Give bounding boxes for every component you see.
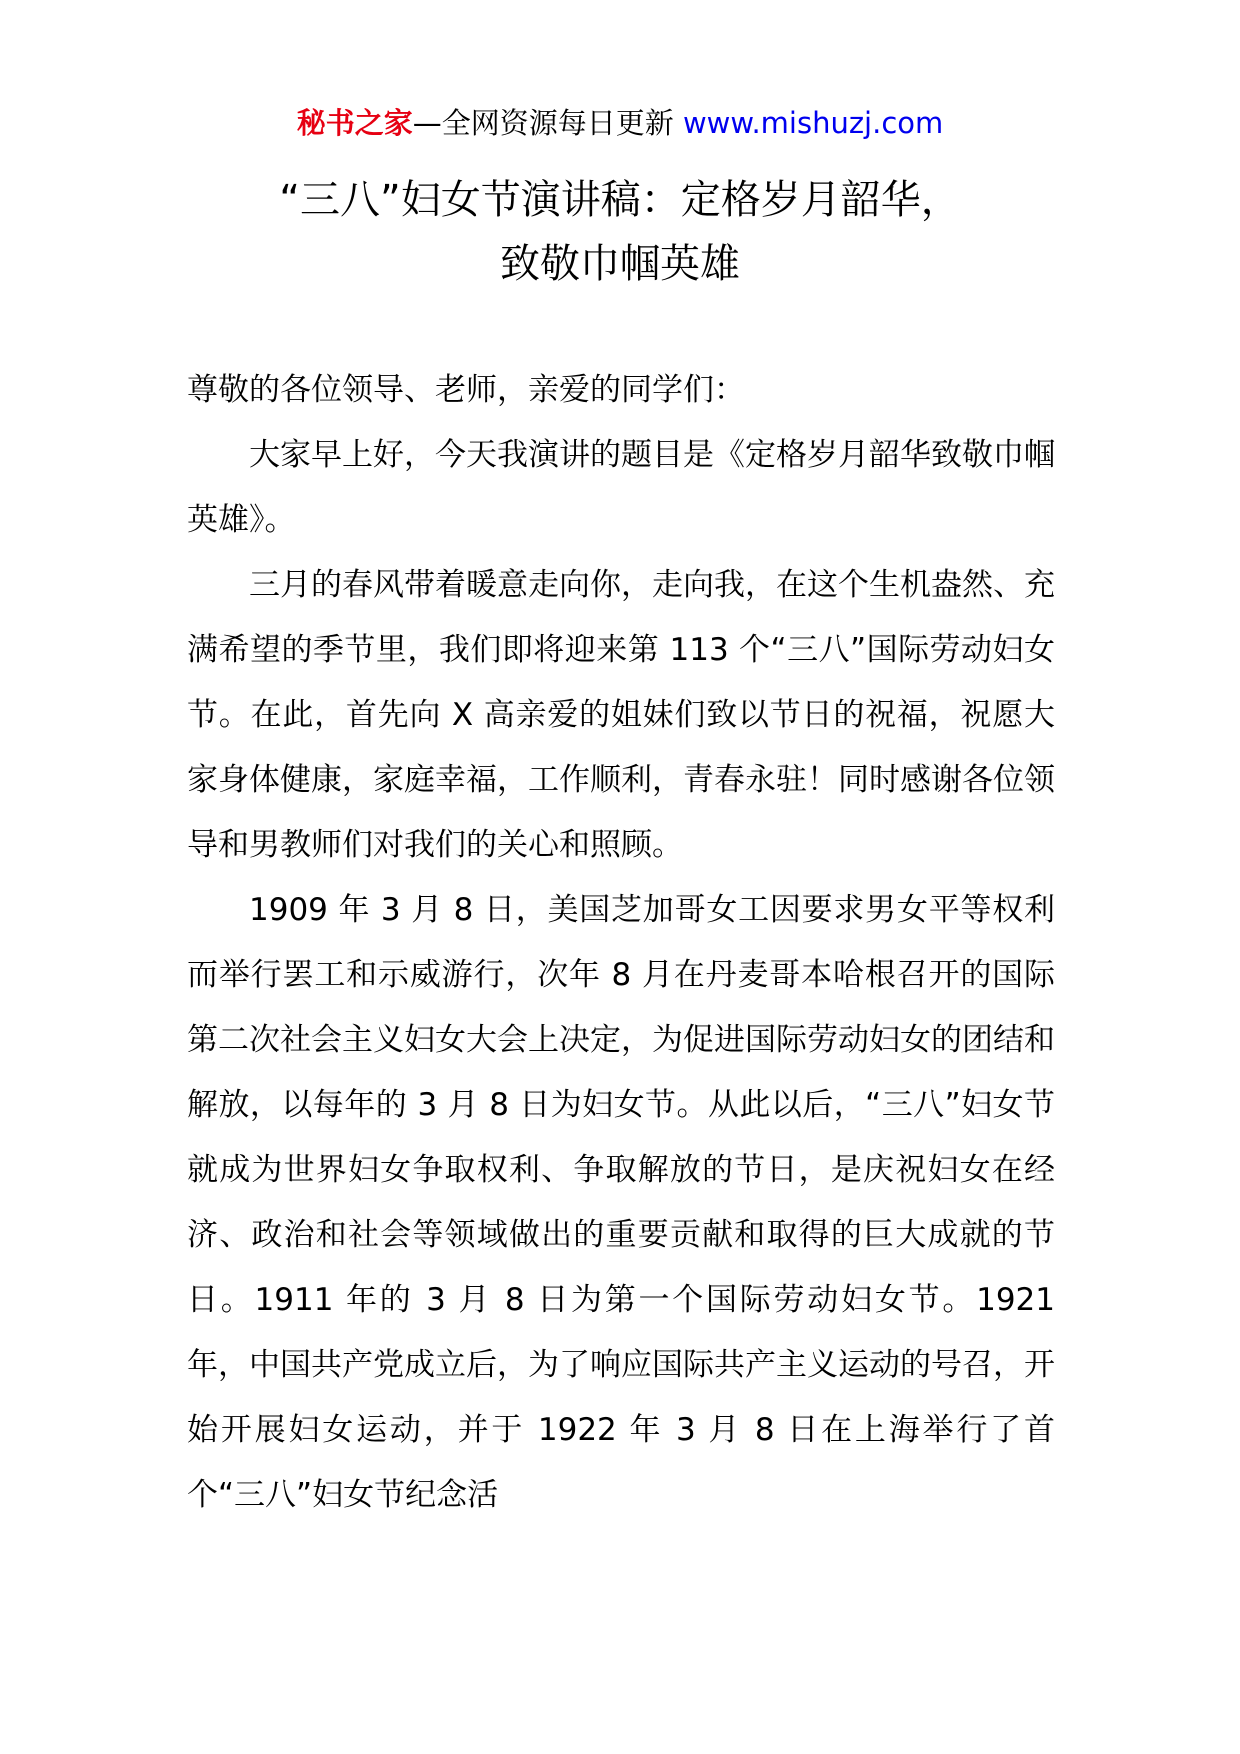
site-brand: 秘书之家	[296, 106, 413, 140]
paragraph-2: 三月的春风带着暖意走向你，走向我，在这个生机盎然、充满希望的季节里，我们即将迎来第 113 个“三八”国际劳动妇女节。在此，首先向 X 高亲爱的姐妹们致以节日的祝福，祝愿大家身体健康，家庭幸福，工作顺利，青春永驻！同时感谢各位领导和男教师们对我们的关心和照顾。	[187, 567, 1055, 863]
document-body	[187, 358, 1055, 1528]
document-title-line-1: “三八”妇女节演讲稿：定格岁月韶华，	[279, 177, 961, 223]
document-title-line-2: 致敬巾帼英雄	[500, 241, 740, 287]
paragraph-3: 1909 年 3 月 8 日，美国芝加哥女工因要求男女平等权利而举行罢工和示威游行，次年 8 月在丹麦哥本哈根召开的国际第二次社会主义妇女大会上决定，为促进国际劳动妇女的团结和解放，以每年的 3 月 8 日为妇女节。从此以后，“三八”妇女节就成为世界妇女争取权利、争取解放的节日，是庆祝妇女在经济、政治和社会等领域做出的重要贡献和取得的巨大成就的节日。1911 年的 3 月 8 日为第一个国际劳动妇女节。1921 年，中国共产党成立后，为了响应国际共产主义运动的号召，开始开展妇女运动，并于 1922 年 3 月 8 日在上海举行了首个“三八”妇女节纪念活	[187, 892, 1055, 1513]
paragraph-1: 大家早上好，今天我演讲的题目是《定格岁月韶华致敬巾帼英雄》。	[187, 437, 1055, 538]
document-title	[0, 168, 1240, 296]
site-header	[0, 103, 1240, 143]
site-tagline: —全网资源每日更新	[412, 106, 674, 140]
salutation: 尊敬的各位领导、老师，亲爱的同学们：	[187, 372, 745, 408]
site-url-link[interactable]: www.mishuzj.com	[682, 106, 944, 140]
